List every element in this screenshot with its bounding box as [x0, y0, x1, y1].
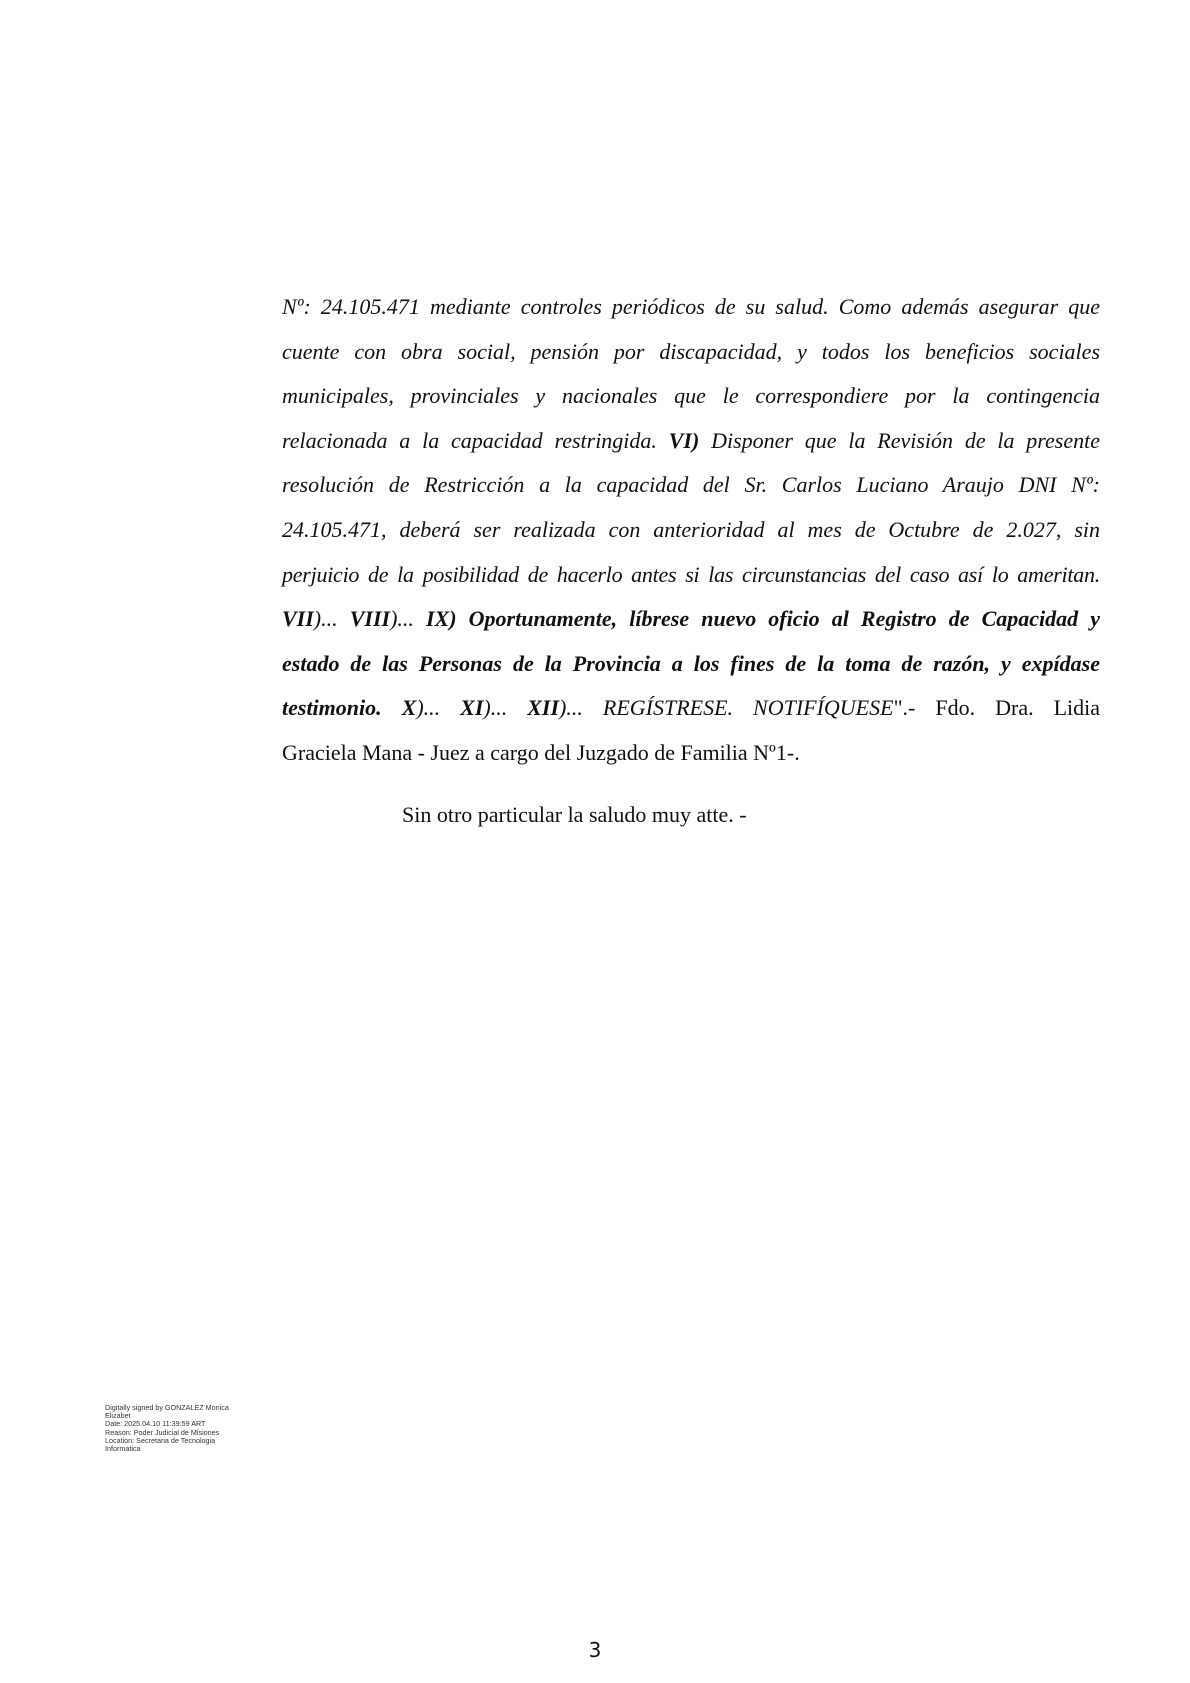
paragraph-line: municipales, provinciales y nacionales que le correspondiere por la contingencia	[282, 383, 1100, 409]
signature-line: Informatica	[105, 1444, 141, 1454]
text-run: )...	[416, 695, 461, 721]
closing-salutation: Sin otro particular la saludo muy atte. -	[402, 802, 747, 827]
digital-signature-stamp	[105, 1404, 325, 1453]
paragraph-line: estado de las Personas de la Provincia a los fines de la toma de razón, y expídase	[282, 650, 1100, 676]
text-run: )...	[483, 695, 528, 721]
text-run: )... REGÍSTRESE. NOTIFÍQUESE	[559, 695, 894, 721]
paragraph-line: cuente con obra social, pensión por discapacidad, y todos los beneficios sociales	[282, 338, 1100, 364]
text-run-bold: testimonio. X	[282, 695, 417, 721]
text-run-bold: XI	[460, 695, 484, 721]
text-run: )...	[390, 606, 426, 632]
paragraph-line	[282, 686, 1100, 731]
paragraph-line: 24.105.471, deberá ser realizada con anterioridad al mes de Octubre de 2.027, sin	[282, 516, 1100, 542]
text-run: )...	[313, 606, 350, 632]
text-run: Disponer que la Revisión de la presente	[699, 427, 1101, 453]
signature-line: Date: 2025.04.10 11:39:59 ART	[105, 1419, 206, 1429]
text-run-bold: VII	[282, 606, 314, 632]
paragraph-line: perjuicio de la posibilidad de hacerlo antes si las circunstancias del caso así lo ameritan.	[282, 561, 1100, 587]
page-number: 3	[588, 1638, 602, 1662]
signature-line: Elizabet	[105, 1411, 131, 1421]
text-run: relacionada a la capacidad restringida.	[282, 427, 669, 453]
paragraph-line: Graciela Mana - Juez a cargo del Juzgado de Familia Nº1-.	[282, 739, 800, 765]
paragraph-line: Nº: 24.105.471 mediante controles periódicos de su salud. Como además asegurar que	[282, 294, 1100, 319]
signature-line: Digitally signed by GONZALEZ Monica	[105, 1403, 229, 1412]
signature-line: Location: Secretaria de Tecnologia	[105, 1435, 216, 1445]
text-run-bold: XII	[527, 695, 560, 721]
paragraph-line: resolución de Restricción a la capacidad del Sr. Carlos Luciano Araujo DNI Nº:	[282, 472, 1100, 498]
signature-line: Reason: Poder Judicial de Misiones	[105, 1427, 220, 1437]
text-run: ".- Fdo. Dra. Lidia	[893, 695, 1101, 721]
text-run-bold: VIII	[349, 606, 391, 632]
resolution-paragraph	[282, 285, 1100, 776]
text-run-bold: VI)	[668, 427, 700, 453]
text-run-bold: IX) Oportunamente, líbrese nuevo oficio al Registro de Capacidad y	[426, 606, 1101, 632]
paragraph-line	[282, 597, 1100, 642]
paragraph-line	[282, 419, 1100, 464]
